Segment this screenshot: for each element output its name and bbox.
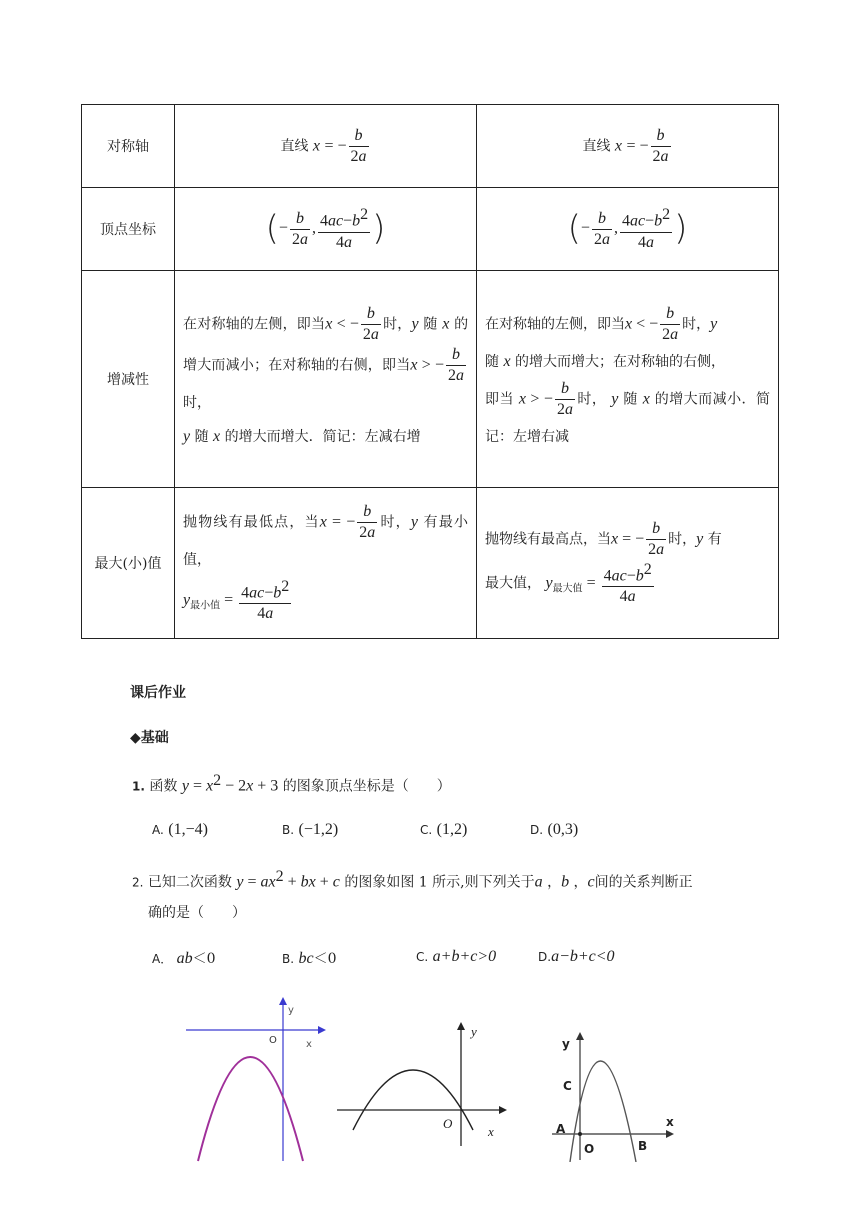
fig2-y-arrow <box>457 1022 465 1030</box>
fig2-label-y: y <box>471 1024 477 1039</box>
q1-option-b: B. (−1,2) <box>282 821 339 838</box>
q2-option-b: B. bc＜0 <box>282 950 337 967</box>
monotonicity-a-positive: 在对称轴的左侧，即当x < − $\frac{b}{2a}$ 时，y 随 x 的增大而减小；在对称轴的右侧，即当x > − $\frac{b}{2a}$ 时， y 随 x 的增大而增大．简记：左减右增 <box>175 271 477 488</box>
fig3-label-o: O <box>584 1142 595 1156</box>
row-label-monotonicity: 增减性 <box>82 271 175 488</box>
question-2-line-2: 确的是（ ） <box>148 905 246 921</box>
fig2-label-x: x <box>488 1124 494 1139</box>
monotonicity-a-negative: 在对称轴的左侧，即当x < − $\frac{b}{2a}$ 时，y 随 x 的增大而增大；在对称轴的右侧， 即当 x > − $\frac{b}{2a}$ 时， y 随 x 的增大而减小．简记：左增右减 <box>477 271 779 488</box>
fig3-label-b: B <box>638 1139 648 1153</box>
figure-2-parabola <box>335 1018 515 1148</box>
fig3-label-y: y <box>562 1037 570 1051</box>
fig1-label-y: y <box>288 1005 294 1016</box>
fig3-point-a <box>578 1132 582 1136</box>
q2-option-a: A． ab＜0 <box>152 950 216 967</box>
q1-option-d: D. (0,3) <box>530 821 579 838</box>
extremum-a-positive: 抛物线有最低点，当x = − $\frac{b}{2a}$ 时，y 有最小值， $y_{最小值}$ = $\frac{4ac-b^2}{4a}$ <box>175 488 477 639</box>
fig1-y-arrow <box>279 997 287 1005</box>
fig1-label-x: x <box>306 1039 312 1050</box>
question-1: 1. 函数 $y = x^2 - 2x + 3$ 的图象顶点坐标是（ ） <box>132 772 451 795</box>
table-row <box>82 105 779 188</box>
figure-3-parabola <box>548 1026 688 1162</box>
axis-a-negative: 直线 x = − $\frac{b}{2a}$ <box>477 105 779 188</box>
axis-a-positive: 直线 x = − $\frac{b}{2a}$ <box>175 105 477 188</box>
basic-heading: ◆基础 <box>130 730 169 746</box>
fig2-curve <box>353 1070 473 1130</box>
question-2: 2. 已知二次函数 $y = ax^2$ + bx + c 的图象如图 1 所示,则下列关于a ，b ，c间的关系判断正 <box>132 868 693 891</box>
figure-1-parabola <box>180 995 330 1165</box>
fig2-label-o: O <box>443 1116 453 1131</box>
properties-table <box>81 104 779 639</box>
fig1-label-o: O <box>269 1035 277 1046</box>
row-label-axis: 对称轴 <box>82 105 175 188</box>
table-row <box>82 188 779 271</box>
fig1-curve <box>198 1057 303 1161</box>
fig3-label-x: x <box>666 1115 674 1129</box>
fig2-x-arrow <box>499 1106 507 1114</box>
table-row <box>82 488 779 639</box>
fig3-x-arrow <box>666 1130 674 1138</box>
q2-option-c: C. a+b+c>0 <box>416 948 497 965</box>
fig3-label-c: C <box>563 1079 572 1093</box>
row-label-extremum: 最大(小)值 <box>82 488 175 639</box>
fig1-x-arrow <box>318 1026 326 1034</box>
row-label-vertex: 顶点坐标 <box>82 188 175 271</box>
fig3-y-arrow <box>576 1032 584 1040</box>
homework-title: 课后作业 <box>130 685 186 701</box>
table-row <box>82 271 779 488</box>
vertex-a-positive: (− $\frac{b}{2a}$ , $\frac{4ac-b^2}{4a}$ ) <box>175 188 477 271</box>
q1-option-a: A. (1,−4) <box>152 821 208 838</box>
vertex-a-negative: (− $\frac{b}{2a}$ , $\frac{4ac-b^2}{4a}$ ) <box>477 188 779 271</box>
fig3-label-a: A <box>556 1122 566 1136</box>
q2-option-d: D.a−b+c<0 <box>538 948 615 965</box>
q1-option-c: C. (1,2) <box>420 821 468 838</box>
extremum-a-negative: 抛物线有最高点，当x = − $\frac{b}{2a}$ 时，y 有 最大值， $y_{最大值}$ = $\frac{4ac-b^2}{4a}$ <box>477 488 779 639</box>
